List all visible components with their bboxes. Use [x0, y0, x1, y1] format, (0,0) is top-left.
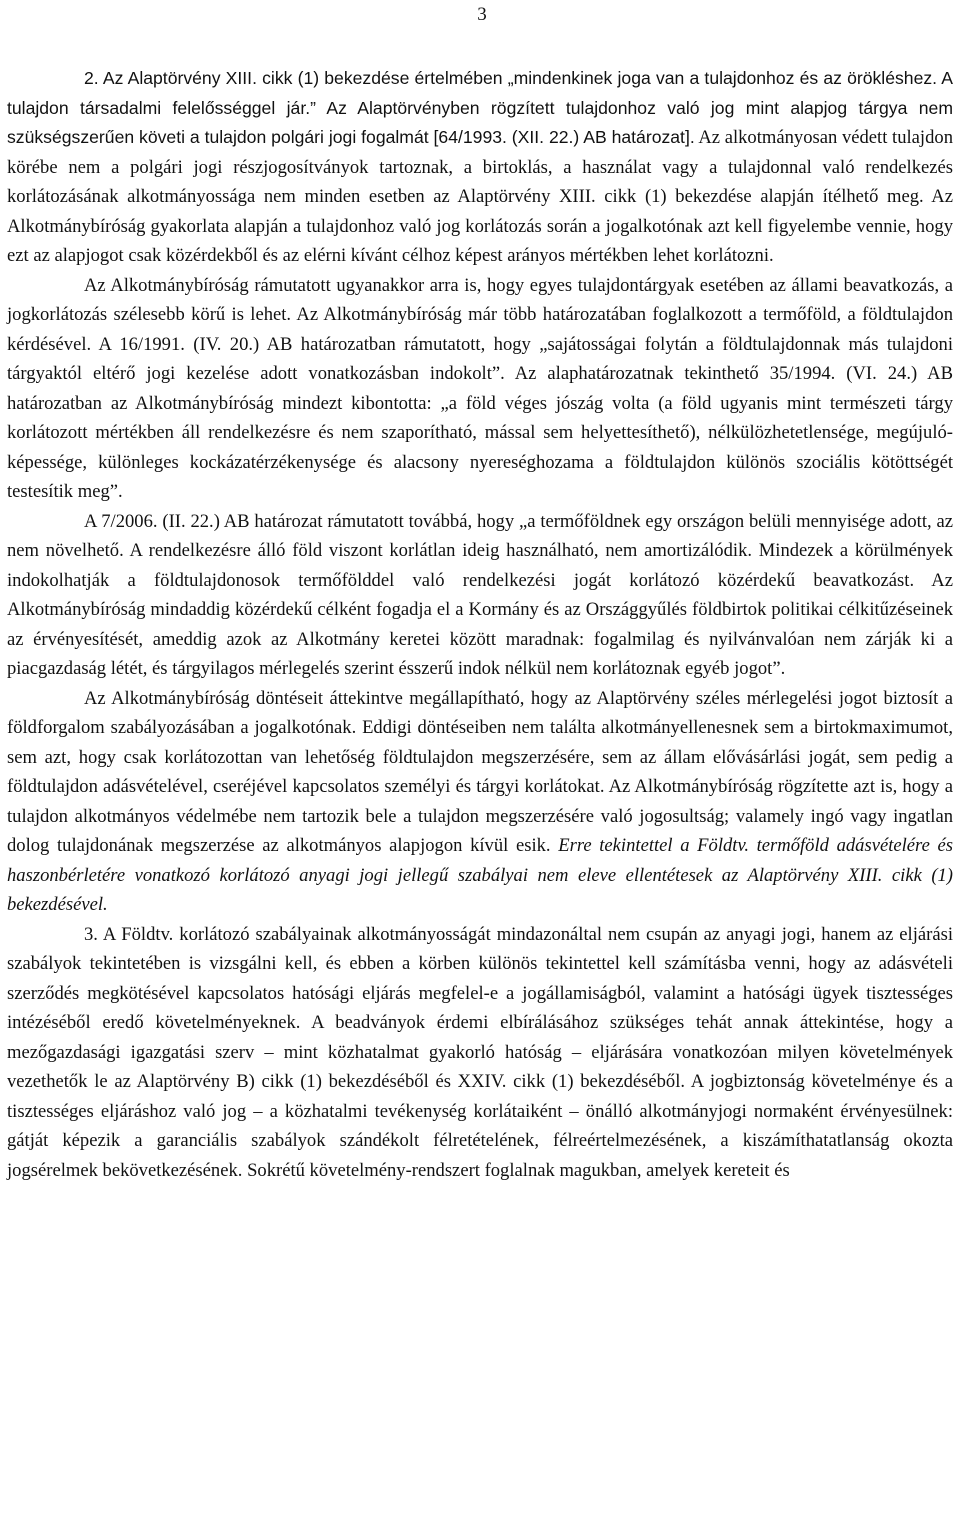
paragraph-1-heading-sentence: 2. Az Alaptörvény XIII. cikk (1) bekezdése értelmében „mindenkinek joga van a tulajdonhoz és az örökléshez. A tulajdon társadalmi felelősséggel jár.” Az Alaptörvényben rögzített tulajdonhoz való jog mint alapjog tárgya nem szükségszerűen követi a tulajdon polgári jogi fogalmát [64/1993. (XII. 22.) AB határozat].: [7, 68, 953, 147]
paragraph-2: Az Alkotmánybíróság rámutatott ugyanakkor arra is, hogy egyes tulajdontárgyak esetében az állami beavatkozás, a jogkorlátozás szélesebb körű is lehet. Az Alkotmánybíróság már több határozatában foglalkozott a termőföld, a földtulajdon kérdésével. A 16/1991. (IV. 20.) AB határozatban rámutatott, hogy „sajátosságai folytán a földtulajdonnak más tulajdoni tárgyaktól eltérő jogi kezelése adott vonatkozásban indokolt”. Az alaphatározatnak tekinthető 35/1994. (VI. 24.) AB határozatban az Alkotmánybíróság mindezt kibontotta: „a föld véges jószág volta (a föld ugyanis mint természeti tárgy korlátozott mértékben áll rendelkezésre és nem szaporítható, mással sem helyettesíthető), nélkülözhetetlensége, megújuló-képessége, különleges kockázatérzékenysége és alacsony nyereséghozama a földtulajdon különös szociális kötöttségét testesítik meg”.: [7, 274, 953, 502]
paragraph-5: 3. A Földtv. korlátozó szabályainak alkotmányosságát mindazonáltal nem csupán az anyagi jogi, hanem az eljárási szabályok tekintetében is vizsgálni kell, és ebben a körben különös tekintettel kell számításba venni, hogy az adásvételi szerződés megkötésével kapcsolatos hatósági eljárás megfelel-e a jogállamiságból, valamint a hatósági ügyek tisztességes intézéséből eredő követelményeknek. A beadványok érdemi elbírálásához szükséges tehát annak áttekintése, hogy a mezőgazdasági igazgatási szerv – mint közhatalmat gyakorló hatóság – eljárására vonatkozóan milyen követelmények vezethetők le az Alaptörvény B) cikk (1) bekezdéséből és XXIV. cikk (1) bekezdéséből. A jogbiztonság követelménye és a tisztességes eljáráshoz való jog – a közhatalmi tevékenység korlátaiként – önálló alkotmányjogi normaként érvényesülnek: gátját képezik a garanciális szabályok szándékolt félretételének, félreértelmezésének, a kiszámíthatatlanság okozta jogsérelmek bekövetkezésének. Sokrétű követelmény-rendszert foglalnak magukban, amelyek kereteit és: [7, 923, 953, 1181]
paragraph-4-body: Az Alkotmánybíróság döntéseit áttekintve megállapítható, hogy az Alaptörvény széles mérlegelési jogot biztosít a földforgalom szabályozásában a jogalkotónak. Eddigi döntéseiben nem találta alkotmányellenesnek sem a birtokmaximumot, sem azt, hogy csak korlátozottan van lehetőség földtulajdon megszerzésére, sem az állam elővásárlási jogát, sem pedig a földtulajdon adásvételével, cseréjével kapcsolatos személyi és tárgyi korlátokat. Az Alkotmánybíróság rögzítette azt is, hogy a tulajdon alkotmányos védelmébe nem tartozik bele a tulajdon megszerzésére való jogosultság; valamely ingó vagy ingatlan dolog tulajdonának megszerzése az alkotmányos alapjogon kívül esik.: [7, 687, 953, 856]
body-text: [7, 64, 953, 1185]
paragraph-4: [7, 684, 953, 920]
paragraph-1-body: Az alkotmányosan védett tulajdon körébe nem a polgári jogi részjogosítványok tartoznak, a birtoklás, a használat vagy a tulajdonnal való rendelkezés korlátozásának alkotmányossága nem minden esetben az Alaptörvény XIII. cikk (1) bekezdése alapján ítélhető meg.: [7, 127, 953, 207]
paragraph-3: A 7/2006. (II. 22.) AB határozat rámutatott továbbá, hogy „a termőföldnek egy országon belüli mennyisége adott, az nem növelhető. A rendelkezésre álló föld viszont korlátlan ideig használható, nem amortizálódik. Mindezek a körülmények indokolhatják a földtulajdonosok termőfölddel való rendelkezési jogát korlátozó közérdekű beavatkozást. Az Alkotmánybíróság mindaddig közérdekű célként fogadja el a Kormány és az Országgyűlés földbirtok politikai célkitűzéseinek az érvényesítését, ameddig azok az Alkotmány keretei között maradnak: fogalmilag és nyilvánvalóan nem zárják ki a piacgazdaság létét, és tárgyilagos mérlegelés szerint ésszerű indok nélkül nem korlátoznak egyéb jogot”.: [7, 510, 953, 679]
paragraph-1-tail: Az Alkotmánybíróság gyakorlata alapján a tulajdonhoz való jog korlátozás során a jogalkotónak azt kell figyelembe vennie, hogy ezt az alapjogot csak közérdekből és az elérni kívánt célhoz képest arányos mértékben lehet korlátozni.: [7, 186, 953, 266]
paragraph-1: [7, 64, 953, 271]
paragraph-4-italic-conclusion: Erre tekintettel a Földtv. termőföld adásvételére és haszonbérletére vonatkozó korlátozó anyagi jogi jellegű szabályai nem eleve ellentétesek az Alaptörvény XIII. cikk (1) bekezdésével.: [7, 835, 953, 915]
page-number: 3: [477, 4, 487, 25]
